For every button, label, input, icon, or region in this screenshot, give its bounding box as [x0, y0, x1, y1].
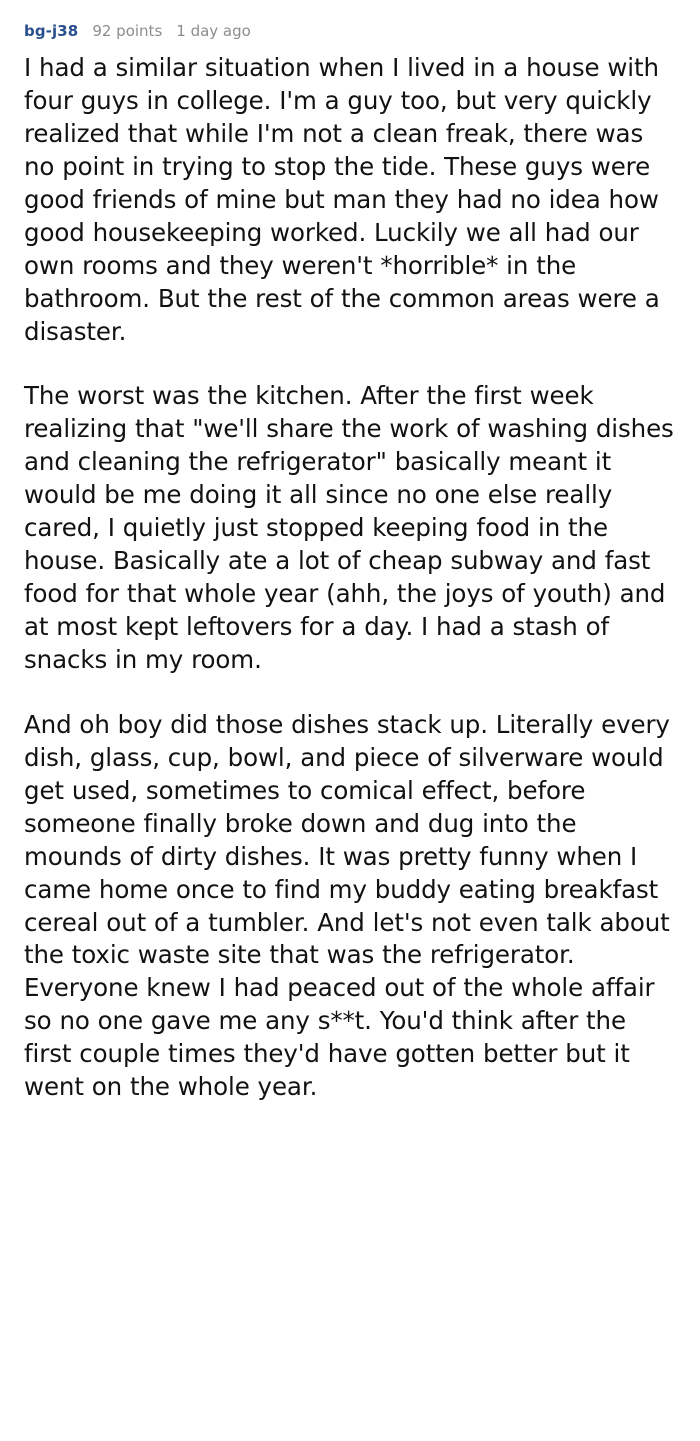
comment-paragraph: The worst was the kitchen. After the first week realizing that "we'll share the work of washing dishes and cleaning the refrigerator" basically meant it would be me doing it all since no one else really cared, I quietly just stopped keeping food in the house. Basically ate a lot of cheap subway and fast food for that whole year (ahh, the joys of youth) and at most kept leftovers for a day. I had a stash of snacks in my room.: [24, 381, 674, 674]
comment-points: 92 points: [92, 22, 163, 40]
comment-timestamp: 1 day ago: [176, 22, 251, 40]
comment-author[interactable]: bg-j38: [24, 22, 79, 40]
comment-paragraph: And oh boy did those dishes stack up. Literally every dish, glass, cup, bowl, and piece of silverware would get used, sometimes to comical effect, before someone finally broke down and dug into the mounds of dirty dishes. It was pretty funny when I came home once to find my buddy eating breakfast cereal out of a tumbler. And let's not even talk about the toxic waste site that was the refrigerator. Everyone knew I had peaced out of the whole affair so no one gave me any s**t. You'd think after the first couple times they'd have gotten better but it went on the whole year.: [24, 709, 670, 1102]
comment-paragraph: I had a similar situation when I lived in a house with four guys in college. I'm a guy too, but very quickly realized that while I'm not a clean freak, there was no point in trying to stop the tide. These guys were good friends of mine but man they had no idea how good housekeeping worked. Luckily we all had our own rooms and they weren't *horrible* in the bathroom. But the rest of the common areas were a disaster.: [24, 53, 660, 346]
comment-meta: [24, 22, 676, 40]
comment-body: [24, 52, 676, 1104]
